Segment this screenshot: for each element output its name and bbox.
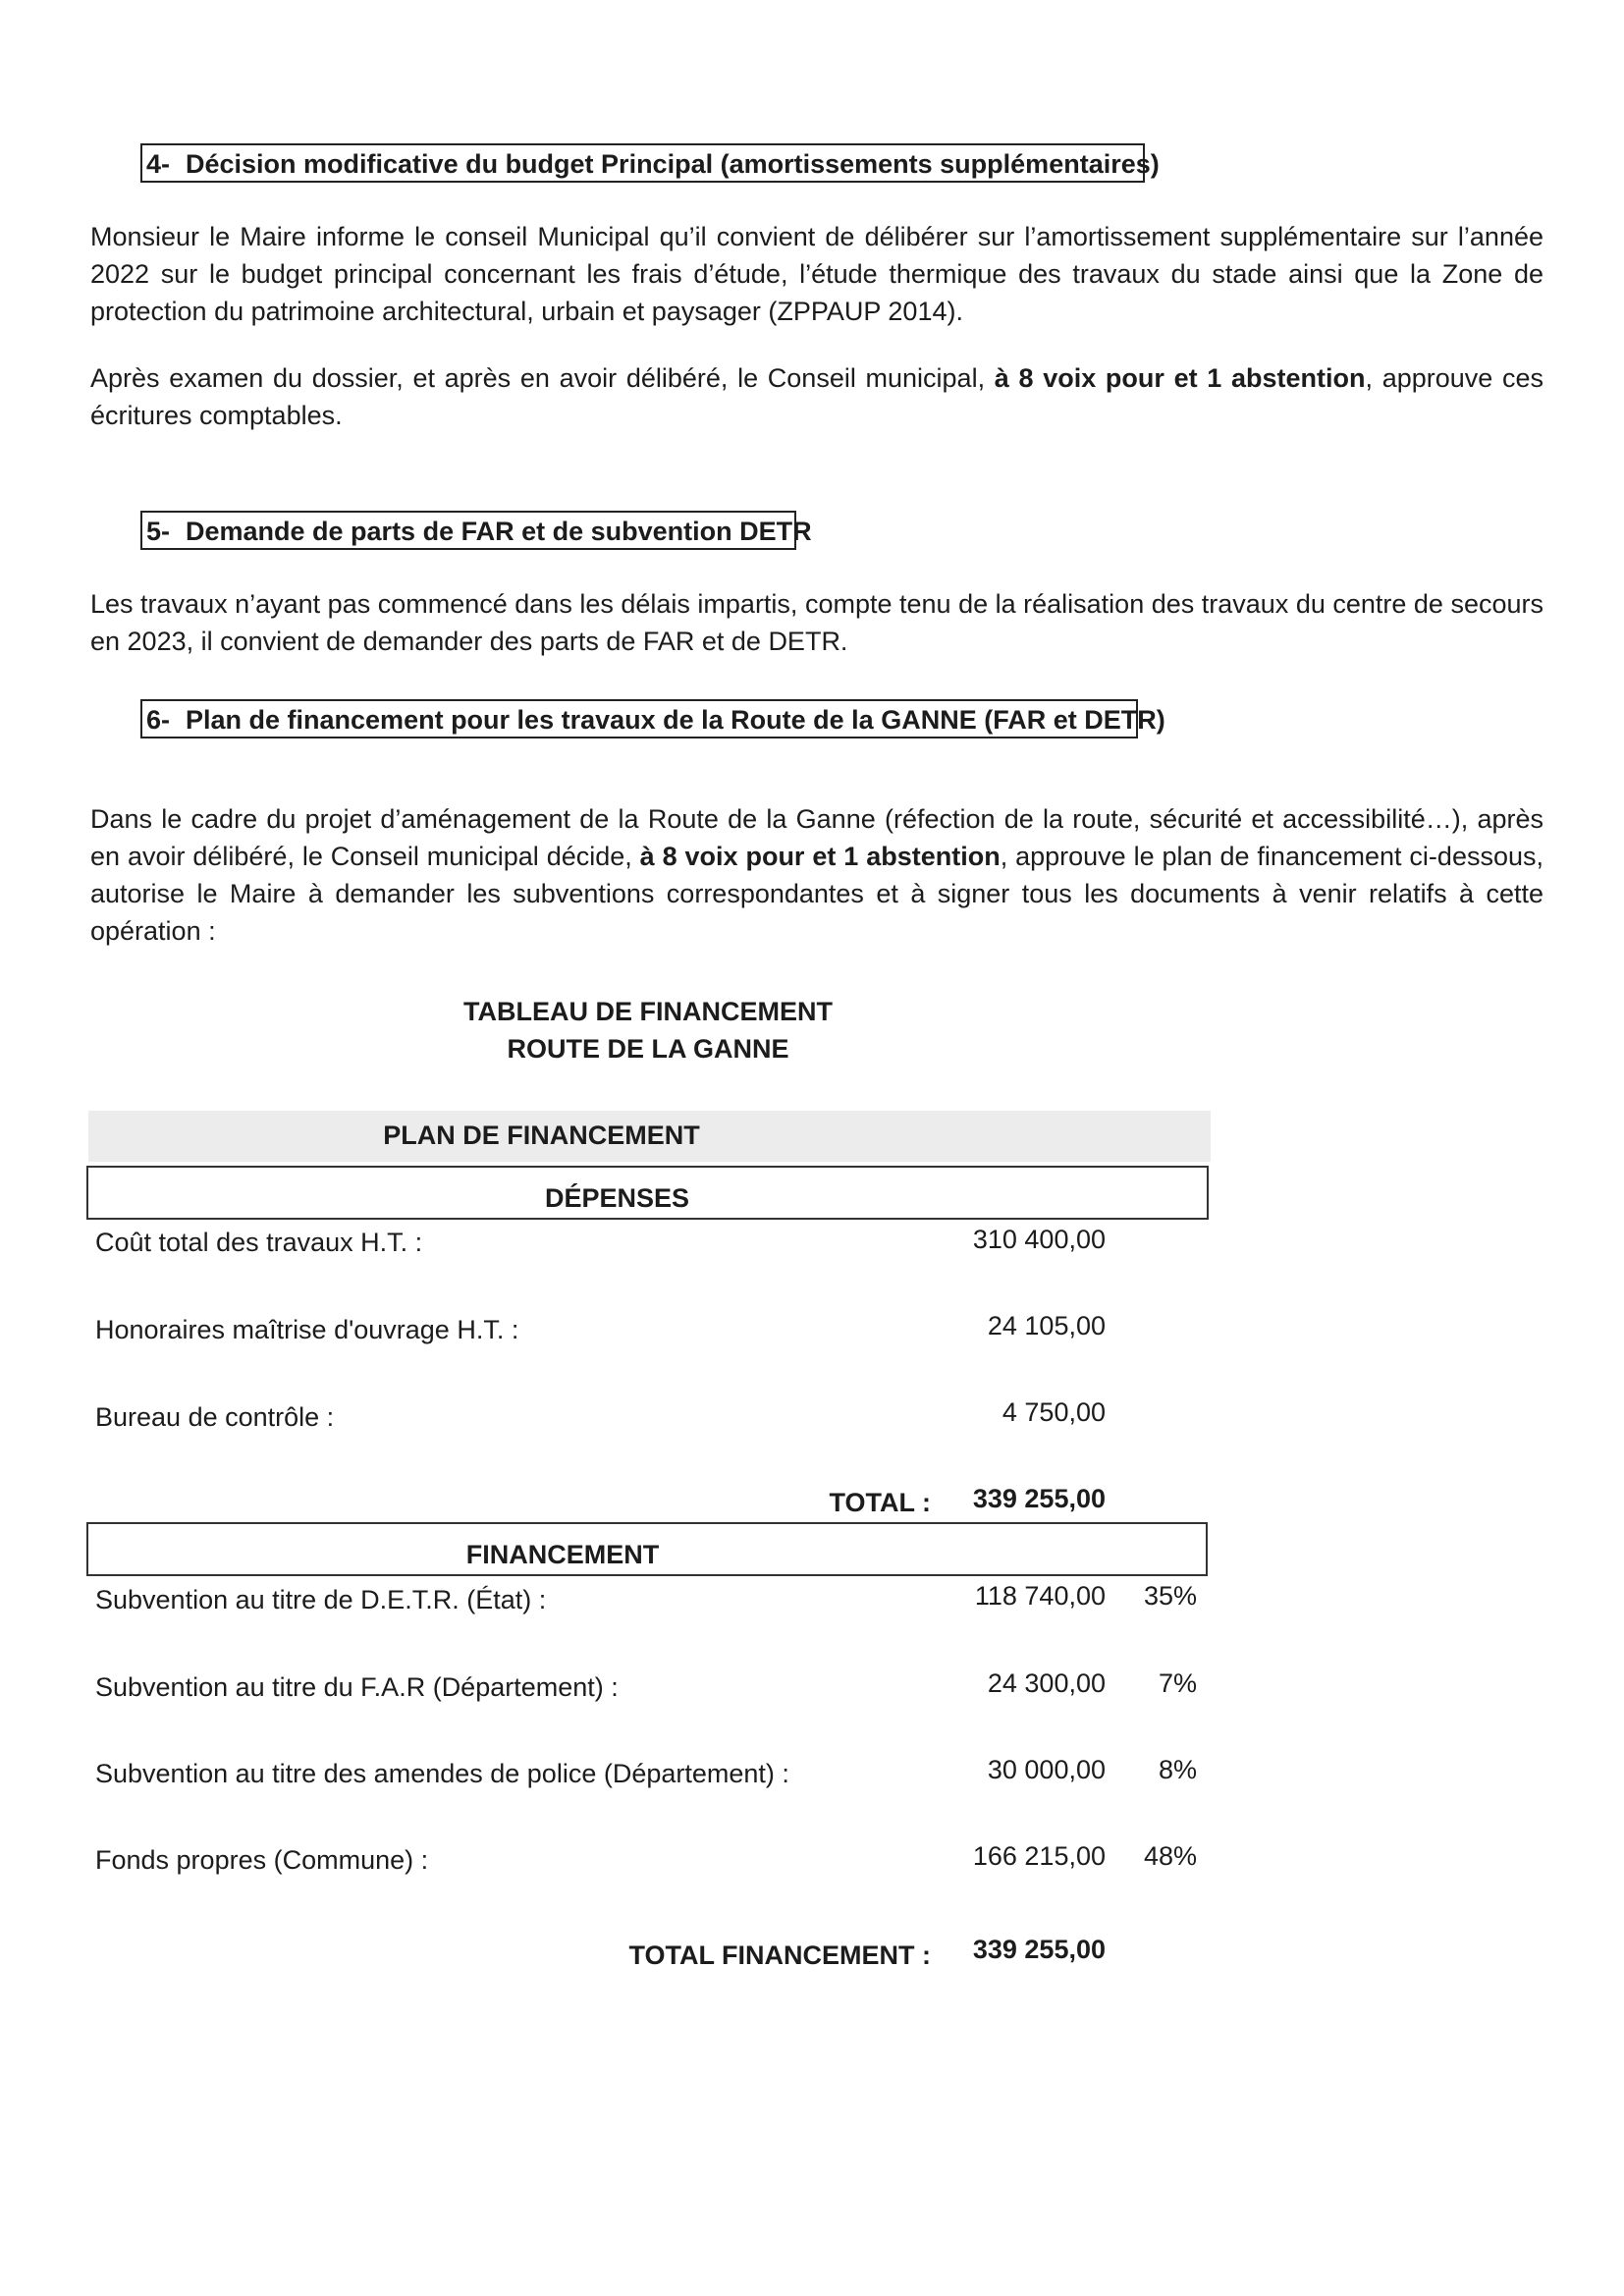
depense-amount: 310 400,00 xyxy=(972,1225,1106,1254)
section-6-paragraph-1: Dans le cadre du projet d’aménagement de la Route de la Ganne (réfection de la route, sécurité et accessibilité…), après en avoir délibéré, le Conseil municipal décide, à 8 voix pour et 1 abstention, approuve le plan de financement ci-dessous, autorise le Maire à demander les subventions correspondantes et à signer tous les documents à venir relatifs à cette opération : xyxy=(90,804,1543,946)
financement-label-row: Fonds propres (Commune) : xyxy=(95,1845,429,1875)
financement-amount: 30 000,00 xyxy=(987,1755,1106,1784)
section-4-paragraph-1: Monsieur le Maire informe le conseil Municipal qu’il convient de délibérer sur l’amortissement supplémentaire sur l’année 2022 sur le budget principal concernant les frais d’étude, l’étude thermique des travaux du stade ainsi que la Zone de protection du patrimoine architectural, urbain et paysager (ZPPAUP 2014). xyxy=(90,222,1543,326)
financement-percent: 35% xyxy=(1143,1581,1197,1611)
financement-label-row: Subvention au titre de D.E.T.R. (État) : xyxy=(95,1585,547,1614)
section-6-number: 6- xyxy=(146,705,171,735)
depenses-total-label: TOTAL : xyxy=(829,1488,931,1517)
section-4-number: 4- xyxy=(146,149,171,179)
table-title-line-2: ROUTE DE LA GANNE xyxy=(507,1034,789,1064)
financement-amount: 166 215,00 xyxy=(972,1841,1106,1871)
depense-amount: 4 750,00 xyxy=(1001,1397,1106,1427)
financement-label-row: Subvention au titre des amendes de police (Département) : xyxy=(95,1759,789,1788)
depense-label: Bureau de contrôle : xyxy=(95,1402,335,1432)
financement-label-row: Subvention au titre du F.A.R (Département) : xyxy=(95,1672,619,1702)
financement-percent: 48% xyxy=(1143,1841,1197,1871)
section-4-paragraph-2: Après examen du dossier, et après en avoir délibéré, le Conseil municipal, à 8 voix pour et 1 abstention, approuve ces écritures comptables. xyxy=(90,363,1544,430)
depenses-label: DÉPENSES xyxy=(544,1183,690,1213)
financement-total-amount: 339 255,00 xyxy=(972,1935,1106,1964)
section-6-heading xyxy=(140,699,1165,738)
financement-percent: 7% xyxy=(1158,1668,1197,1698)
section-5-heading xyxy=(140,511,812,550)
depense-label: Honoraires maîtrise d'ouvrage H.T. : xyxy=(95,1315,519,1344)
section-4-heading xyxy=(140,143,1160,183)
financement-amount: 118 740,00 xyxy=(974,1581,1106,1611)
vote-result: à 8 voix pour et 1 abstention xyxy=(639,842,1001,871)
financement-label: FINANCEMENT xyxy=(465,1540,660,1569)
table-title-line-1: TABLEAU DE FINANCEMENT xyxy=(463,997,833,1026)
section-5-title: Demande de parts de FAR et de subvention DETR xyxy=(186,517,812,546)
vote-result: à 8 voix pour et 1 abstention xyxy=(994,363,1366,393)
plan-title: PLAN DE FINANCEMENT xyxy=(383,1121,700,1150)
depenses-total-amount: 339 255,00 xyxy=(972,1484,1106,1513)
financement-amount: 24 300,00 xyxy=(987,1668,1106,1698)
section-4-title: Décision modificative du budget Principal (amortissements supplémentaires) xyxy=(186,149,1160,179)
financement-percent: 8% xyxy=(1158,1755,1197,1784)
section-5-paragraph-1: Les travaux n’ayant pas commencé dans les délais impartis, compte tenu de la réalisation des travaux du centre de secours en 2023, il convient de demander des parts de FAR et de DETR. xyxy=(90,589,1543,656)
depense-label: Coût total des travaux H.T. : xyxy=(95,1228,423,1257)
section-5-number: 5- xyxy=(146,517,171,546)
section-6-title: Plan de financement pour les travaux de la Route de la GANNE (FAR et DETR) xyxy=(186,705,1165,735)
financement-total-label: TOTAL FINANCEMENT : xyxy=(628,1941,931,1970)
depense-amount: 24 105,00 xyxy=(987,1311,1106,1340)
